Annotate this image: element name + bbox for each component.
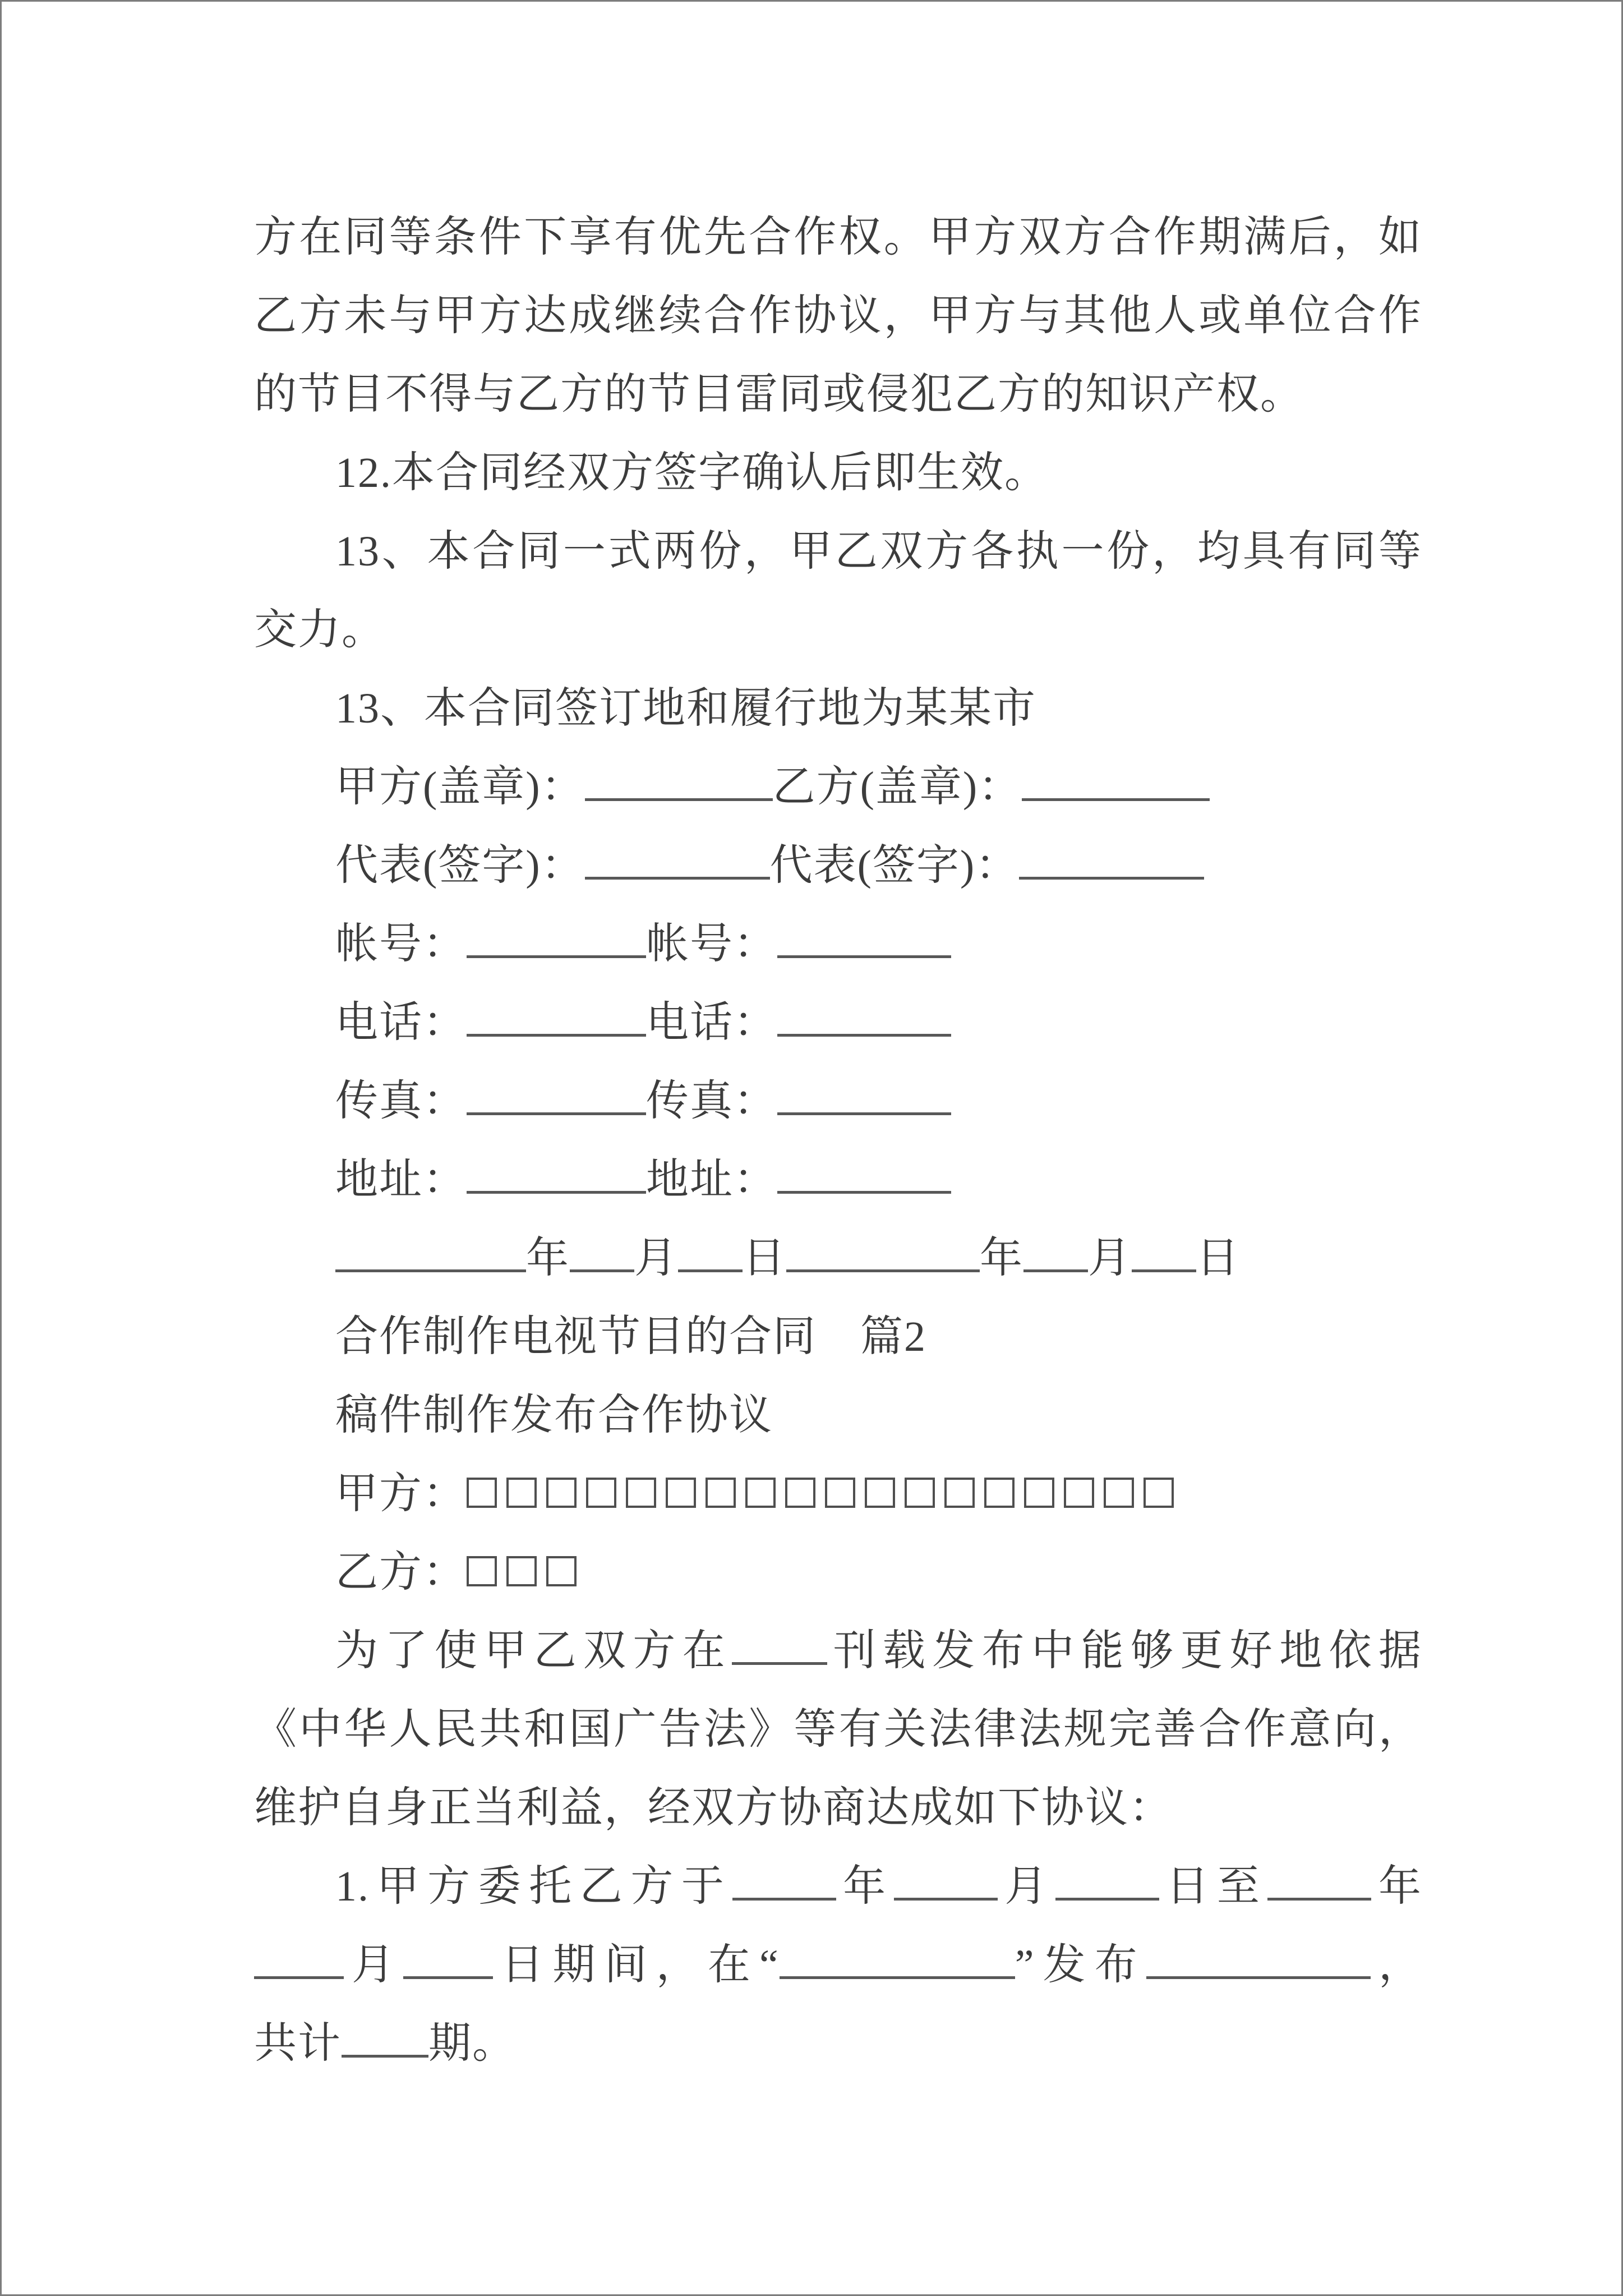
text-run: ”发布	[1015, 1941, 1146, 1989]
party-a-seal-blank	[585, 763, 773, 801]
text-run: 甲方(盖章)：	[335, 763, 585, 811]
text-run: ，	[1370, 1941, 1423, 1989]
text-run: 电话：	[646, 999, 777, 1046]
body-line-2	[254, 277, 1422, 355]
party-a-name-boxes-square	[546, 1478, 577, 1508]
text-run: 交力。	[254, 606, 385, 654]
party-a-name-boxes-square	[467, 1478, 497, 1508]
intro-line-1	[254, 1612, 1422, 1690]
text-run: 日	[1196, 1235, 1240, 1282]
text-run: 1.甲方委托乙方于	[335, 1863, 732, 1910]
party-a-name-boxes-square	[1064, 1478, 1094, 1508]
text-run: 期。	[428, 2020, 516, 2067]
text-run: 地址：	[646, 1156, 777, 1203]
text-run: 帐号：	[335, 921, 467, 968]
party-a-representative-blank	[585, 841, 770, 880]
text-run: 日	[743, 1235, 786, 1282]
party-a-phone-blank	[467, 999, 646, 1037]
text-run: 乙方未与甲方达成继续合作协议，甲方与其他人或单位合作	[254, 292, 1422, 339]
party-a-name-boxes-square	[1024, 1478, 1054, 1508]
intro-line-3	[254, 1769, 1422, 1847]
text-run: 甲方：	[335, 1470, 467, 1517]
text-run: 月	[344, 1941, 404, 1989]
seal-line	[254, 748, 1422, 826]
text-run: 合作制作电视节目的合同 篇2	[335, 1313, 926, 1360]
publish-content-blank	[1146, 1941, 1371, 1979]
item-1-line-3	[254, 2004, 1422, 2083]
text-run: 年	[526, 1235, 570, 1282]
party-b-account-blank	[777, 920, 951, 958]
text-run: 年	[1371, 1863, 1422, 1910]
party-a-name-boxes-square	[626, 1478, 656, 1508]
party-b-name-boxes-square	[467, 1556, 497, 1586]
text-run: 传真：	[335, 1078, 467, 1125]
phone-line	[254, 983, 1422, 1062]
party-a-name-boxes-square	[984, 1478, 1015, 1508]
party-a-name-boxes-square	[586, 1478, 616, 1508]
party-a-name-boxes-square	[745, 1478, 776, 1508]
text-run: 代表(签字)：	[335, 842, 585, 889]
party-a-name-boxes-square	[905, 1478, 935, 1508]
party-a-date-blank	[335, 1234, 526, 1272]
party-a-address-blank	[467, 1156, 646, 1194]
text-run: 乙方(盖章)：	[772, 763, 1022, 811]
text-run: 乙方：	[335, 1549, 467, 1596]
section-2-subtitle	[254, 1376, 1422, 1455]
text-run: 传真：	[646, 1078, 777, 1125]
party-a-name-boxes-square	[666, 1478, 696, 1508]
party-b-date-blank	[786, 1234, 980, 1272]
body-line-3	[254, 355, 1422, 434]
document-body	[2, 2, 1621, 2083]
end-month-blank	[254, 1941, 344, 1979]
text-run: 帐号：	[646, 921, 777, 968]
media-name-blank	[780, 1941, 1015, 1979]
text-run: 维护自身正当利益，经双方协商达成如下协议：	[254, 1784, 1173, 1832]
party-a-month-blank	[570, 1234, 634, 1272]
representative-line	[254, 826, 1422, 905]
item-1-line-1	[254, 1847, 1422, 1926]
party-b-phone-blank	[777, 999, 951, 1037]
publication-blank	[732, 1627, 827, 1665]
text-run: 《中华人民共和国广告法》等有关法律法规完善合作意向，	[254, 1706, 1422, 1753]
clause-13b	[254, 669, 1422, 748]
text-run: 地址：	[335, 1156, 467, 1203]
party-b-name-boxes-square	[546, 1556, 577, 1586]
text-run: 稿件制作发布合作协议	[335, 1392, 773, 1439]
party-a-boxes-line	[254, 1455, 1422, 1533]
end-day-blank	[403, 1941, 493, 1979]
text-run: 代表(签字)：	[769, 842, 1020, 889]
text-run: 为了使甲乙双方在	[335, 1627, 732, 1674]
text-run: 日期间，在“	[493, 1941, 780, 1989]
start-year-blank	[732, 1862, 836, 1901]
text-run: 月	[634, 1235, 678, 1282]
text-run: 刊载发布中能够更好地依据	[827, 1627, 1423, 1674]
party-b-seal-blank	[1022, 763, 1210, 801]
party-b-representative-blank	[1019, 841, 1204, 880]
party-a-account-blank	[467, 920, 646, 958]
party-b-name-boxes-square	[506, 1556, 537, 1586]
text-run: 12.本合同经双方签字确认后即生效。	[335, 449, 1048, 496]
text-run: 13、本合同一式两份，甲乙双方各执一份，均具有同等	[335, 528, 1422, 575]
start-month-blank	[894, 1862, 998, 1901]
intro-line-2	[254, 1690, 1422, 1769]
text-run: 年	[980, 1235, 1023, 1282]
party-a-name-boxes-square	[825, 1478, 855, 1508]
date-line	[254, 1219, 1422, 1297]
end-year-blank	[1267, 1862, 1371, 1901]
text-run: 年	[836, 1863, 894, 1910]
issue-count-blank	[342, 2019, 428, 2058]
text-run: 月	[1088, 1235, 1132, 1282]
party-a-name-boxes-square	[1144, 1478, 1174, 1508]
clause-12	[254, 434, 1422, 512]
body-line-1	[254, 198, 1422, 277]
text-run: 的节目不得与乙方的节目雷同或侵犯乙方的知识产权。	[254, 371, 1304, 418]
party-b-address-blank	[777, 1156, 951, 1194]
item-1-line-2	[254, 1926, 1422, 2004]
address-line	[254, 1140, 1422, 1219]
party-a-name-boxes-square	[944, 1478, 975, 1508]
text-run: 13、本合同签订地和履行地为某某市	[335, 685, 1036, 732]
start-day-blank	[1055, 1862, 1159, 1901]
clause-13-line-2	[254, 591, 1422, 669]
party-a-name-boxes-square	[1104, 1478, 1134, 1508]
account-line	[254, 905, 1422, 983]
party-a-name-boxes-square	[506, 1478, 537, 1508]
party-b-month-blank	[1023, 1234, 1088, 1272]
text-run: 月	[997, 1863, 1055, 1910]
party-a-name-boxes-square	[865, 1478, 895, 1508]
party-a-fax-blank	[467, 1077, 646, 1115]
text-run: 共计	[254, 2020, 342, 2067]
text-run: 日至	[1159, 1863, 1268, 1910]
party-b-boxes-line	[254, 1533, 1422, 1612]
fax-line	[254, 1062, 1422, 1140]
party-a-name-boxes-square	[706, 1478, 736, 1508]
clause-13-line-1	[254, 512, 1422, 591]
party-b-fax-blank	[777, 1077, 951, 1115]
text-run: 方在同等条件下享有优先合作权。甲方双方合作期满后，如	[254, 214, 1422, 261]
party-a-day-blank	[678, 1234, 743, 1272]
text-run: 电话：	[335, 999, 467, 1046]
section-2-title	[254, 1297, 1422, 1376]
party-b-day-blank	[1132, 1234, 1196, 1272]
party-a-name-boxes-square	[785, 1478, 815, 1508]
